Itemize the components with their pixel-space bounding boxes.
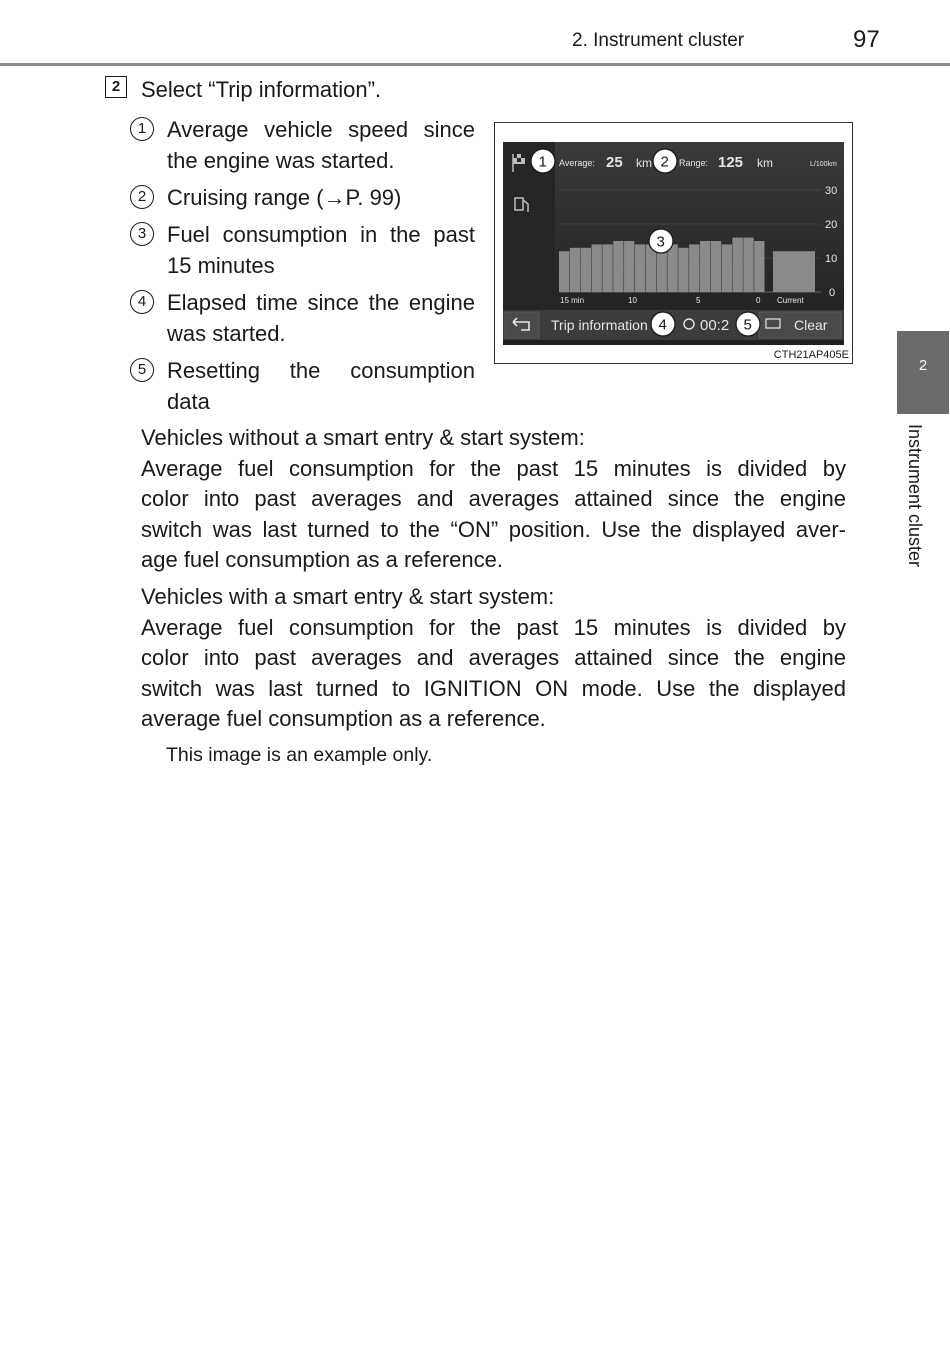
- chart-bar: [592, 244, 602, 292]
- item-number-badge: 4: [130, 290, 154, 314]
- chart-bar: [732, 238, 742, 292]
- x-tick: Current: [777, 296, 804, 305]
- list-item: [130, 287, 475, 349]
- chart-bar: [657, 248, 667, 292]
- image-note: This image is an example only.: [166, 744, 433, 766]
- y-tick: 30: [825, 185, 838, 197]
- paragraph-line: average fuel consumption as a reference.: [141, 706, 546, 731]
- list-item: [130, 114, 475, 176]
- header-section-title: 2. Instrument cluster: [572, 30, 745, 51]
- callout-number: 2: [660, 153, 669, 171]
- range-value: 125: [718, 154, 744, 171]
- callout-number: 3: [656, 233, 665, 251]
- x-tick: 0: [756, 296, 761, 305]
- paragraph-line: color into past averages and averages attained since the engine: [141, 486, 846, 511]
- chart-bar: [635, 244, 645, 292]
- item-number-badge: 1: [130, 117, 154, 141]
- clear-label: Clear: [794, 317, 828, 333]
- page-number: 97: [853, 26, 880, 53]
- paragraph-heading: Vehicles with a smart entry & start system:: [141, 584, 555, 609]
- step-number-box: 2: [105, 76, 127, 98]
- y-tick: 10: [825, 253, 838, 265]
- item-number-badge: 5: [130, 358, 154, 382]
- list-item: [130, 355, 475, 417]
- range-unit: km: [757, 156, 773, 170]
- callout-number: 1: [538, 153, 547, 171]
- chart-bar: [722, 244, 732, 292]
- average-unit: km: [636, 156, 652, 170]
- chart-bar: [667, 244, 677, 292]
- item-text: Average vehicle speed since the engine was started.: [167, 117, 475, 173]
- back-button[interactable]: [505, 312, 539, 338]
- paragraph-line: switch was last turned to IGNITION ON mode. Use the displayed: [141, 675, 846, 701]
- list-item: [130, 182, 475, 213]
- chart-bar: [624, 241, 634, 292]
- list-item: [130, 219, 475, 281]
- average-value: 25: [606, 154, 623, 171]
- item-text: Elapsed time since the engine was started.: [167, 290, 475, 346]
- chart-bar: [602, 244, 612, 292]
- x-tick: 10: [628, 296, 637, 305]
- chapter-label-text: Instrument cluster: [905, 424, 925, 568]
- paragraph-block: [141, 582, 846, 735]
- callout-number: 4: [658, 316, 667, 334]
- item-number-badge: 2: [130, 185, 154, 209]
- current-bar: [773, 251, 815, 292]
- paragraph-line: switch was last turned to the “ON” position. Use the displayed aver-: [141, 516, 846, 542]
- paragraph-line: Average fuel consumption for the past 15 minutes is divided by: [141, 455, 846, 481]
- x-tick: 5: [696, 296, 701, 305]
- paragraph-line: Average fuel consumption for the past 15 minutes is divided by: [141, 614, 846, 640]
- chart-bar: [570, 248, 580, 292]
- x-tick: 15 min: [560, 296, 585, 305]
- chart-bar: [678, 248, 688, 292]
- item-text: Fuel consumption in the past 15 minutes: [167, 222, 475, 278]
- y-tick: 20: [825, 219, 838, 231]
- header-rule: [0, 63, 950, 66]
- paragraph-block: [141, 423, 846, 576]
- figure-frame: [494, 122, 853, 364]
- y-tick: 0: [829, 287, 836, 299]
- unit-label: L/100km: [810, 161, 837, 168]
- callout-number: 5: [743, 316, 752, 334]
- elapsed-time: 00:2: [700, 317, 730, 334]
- item-text: Cruising range (→P. 99): [167, 185, 402, 210]
- chart-bar: [711, 241, 721, 292]
- trip-information-screen: [503, 142, 844, 345]
- item-number-badge: 3: [130, 222, 154, 246]
- chapter-tab: 2: [897, 331, 949, 414]
- chart-bar: [581, 248, 591, 292]
- paragraph-line: color into past averages and averages attained since the engine: [141, 645, 846, 670]
- range-label: Range:: [679, 158, 709, 168]
- chapter-label: [903, 424, 925, 594]
- paragraph-line: age fuel consumption as a reference.: [141, 547, 504, 572]
- figure-code: CTH21AP405E: [773, 349, 849, 361]
- chart-bar: [613, 241, 623, 292]
- paragraph-heading: Vehicles without a smart entry & start system:: [141, 425, 585, 450]
- screen-title: Trip information: [551, 317, 648, 333]
- item-text: Resetting the consumption data: [167, 358, 475, 414]
- chart-bar: [689, 244, 699, 292]
- step-instruction: Select “Trip information”.: [141, 77, 382, 102]
- display-screen: [503, 142, 844, 345]
- chart-bar: [754, 241, 764, 292]
- chart-bar: [559, 251, 569, 292]
- average-label: Average:: [559, 158, 595, 168]
- chart-bar: [700, 241, 710, 292]
- chart-bar: [743, 238, 753, 292]
